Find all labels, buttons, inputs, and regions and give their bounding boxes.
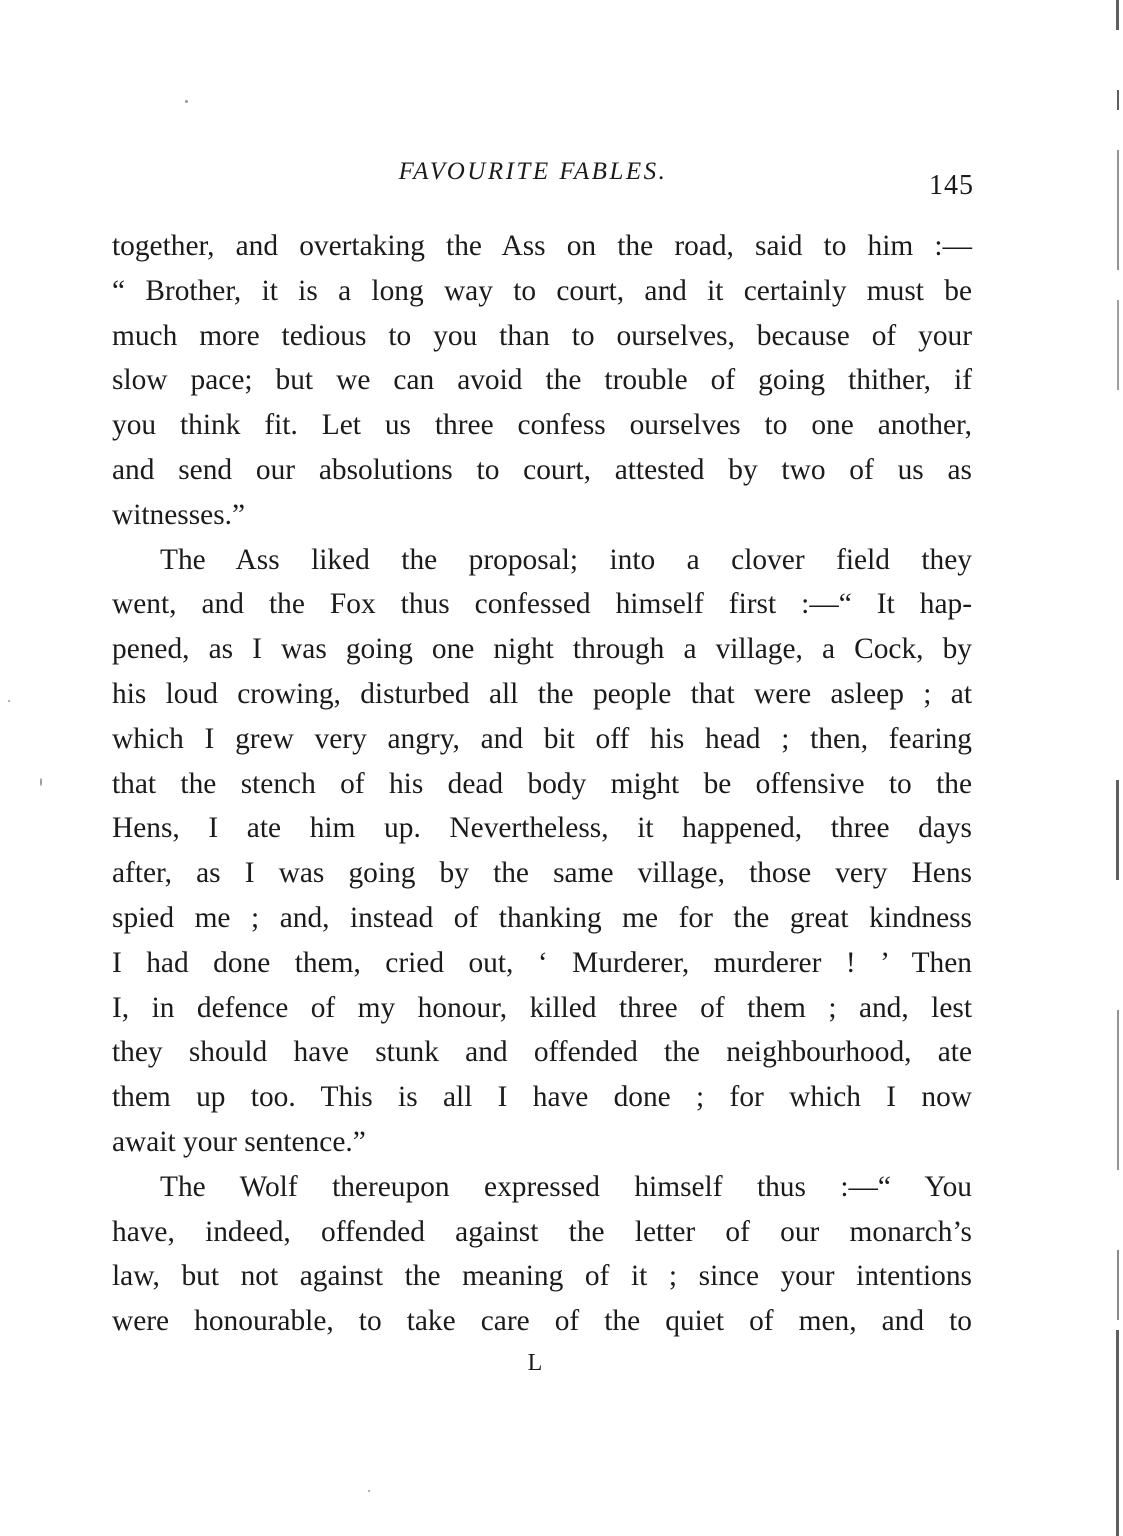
scan-edge-mark <box>1117 300 1119 390</box>
scan-edge-artifact <box>1109 0 1123 1536</box>
text-line: his loud crowing, disturbed all the people that were asleep ; at <box>112 677 972 710</box>
text-line: which I grew very angry, and bit off his head ; then, fearing <box>112 722 972 755</box>
paper-speck <box>368 1490 370 1492</box>
scan-edge-mark <box>1116 780 1119 880</box>
scan-edge-mark <box>1117 1010 1119 1170</box>
scan-edge-mark <box>1117 1250 1119 1320</box>
text-line: you think fit. Let us three confess ourselves to one another, <box>112 409 972 442</box>
text-line: together, and overtaking the Ass on the road, said to him :— <box>112 230 972 262</box>
text-line: I, in defence of my honour, killed three of them ; and, lest <box>112 991 972 1024</box>
text-line: went, and the Fox thus confessed himself first :—“ It hap- <box>112 588 972 621</box>
running-head <box>112 156 974 201</box>
text-line: that the stench of his dead body might be offensive to the <box>112 767 972 800</box>
paper-speck <box>8 700 10 702</box>
text-line: after, as I was going by the same village, those very Hens <box>112 857 972 890</box>
paper-speck <box>185 100 188 103</box>
text-line: and send our absolutions to court, attested by two of us as <box>112 453 972 486</box>
text-line: “ Brother, it is a long way to court, and it certainly must be <box>112 274 972 307</box>
text-line: were honourable, to take care of the quiet of men, and to <box>112 1305 972 1338</box>
text-line: Hens, I ate him up. Nevertheless, it happened, three days <box>112 812 972 845</box>
text-line: them up too. This is all I have done ; for which I now <box>112 1081 972 1114</box>
text-line: await your sentence.” <box>112 1125 366 1158</box>
text-line: much more tedious to you than to ourselves, because of your <box>112 319 972 352</box>
scan-edge-mark <box>1116 1330 1119 1536</box>
text-line: slow pace; but we can avoid the trouble of going thither, if <box>112 364 972 397</box>
text-line: witnesses.” <box>112 498 246 531</box>
scan-edge-mark <box>1117 150 1119 270</box>
text-line: spied me ; and, instead of thanking me for the great kindness <box>112 901 972 934</box>
signature-mark: L <box>527 1350 544 1376</box>
running-title: FAVOURITE FABLES. <box>398 158 668 185</box>
text-line: pened, as I was going one night through a village, a Cock, by <box>112 633 972 666</box>
scan-edge-mark <box>1116 0 1119 30</box>
body-text <box>112 224 972 1344</box>
paper-speck <box>40 778 42 786</box>
paragraph-start-line: The Wolf thereupon expressed himself thus :—“ You <box>160 1170 972 1203</box>
text-line: they should have stunk and offended the neighbourhood, ate <box>112 1036 972 1069</box>
scan-edge-mark <box>1117 90 1119 110</box>
text-line: have, indeed, offended against the letter of our monarch’s <box>112 1215 972 1248</box>
paragraph-start-line: The Ass liked the proposal; into a clover field they <box>160 543 972 576</box>
page-number: 145 <box>929 170 974 201</box>
text-line: law, but not against the meaning of it ; since your intentions <box>112 1260 972 1293</box>
text-line: I had done them, cried out, ‘ Murderer, murderer ! ’ Then <box>112 946 972 979</box>
